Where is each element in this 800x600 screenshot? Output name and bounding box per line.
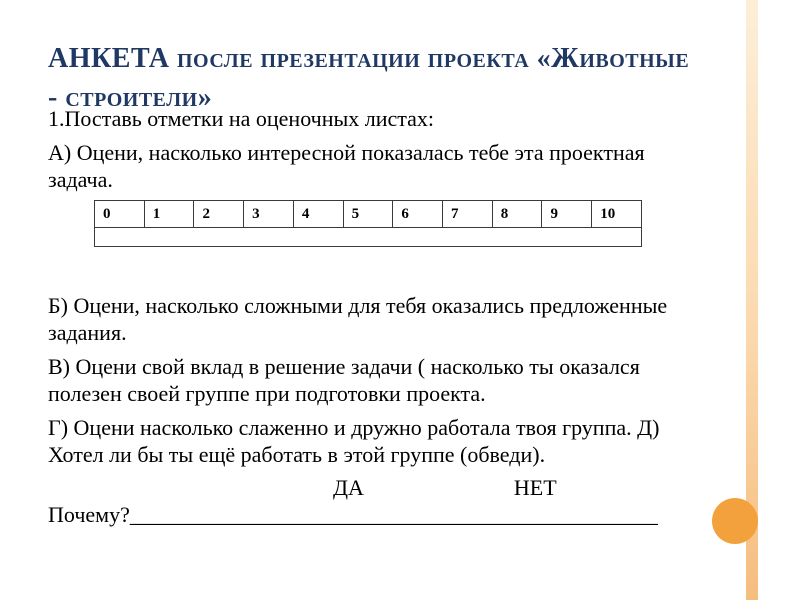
slide-body bbox=[48, 106, 708, 536]
paragraph-question-b: Б) Оцени, насколько сложными для тебя оказались предложенные задания. bbox=[48, 293, 668, 346]
paragraph-question-v: В) Оцени свой вклад в решение задачи ( насколько ты оказался полезен своей группе при подготовки проекта. bbox=[48, 354, 640, 406]
scale-cell: 2 bbox=[194, 201, 244, 228]
yes-no-row bbox=[48, 475, 708, 502]
paragraph-question-g-d: Г) Оцени насколько слаженно и дружно работала твоя группа. Д) Хотел ли бы ты ещё работать в этой группе (обведи). bbox=[48, 414, 660, 467]
paragraph-instruction: 1.Поставь отметки на оценочных листах: bbox=[48, 106, 435, 131]
scale-cell: 0 bbox=[95, 201, 145, 228]
scale-cell: 5 bbox=[343, 201, 393, 228]
slide-title-lead: АНКЕТА bbox=[48, 42, 170, 74]
scale-cell: 3 bbox=[244, 201, 294, 228]
why-line bbox=[48, 502, 708, 529]
scale-cell: 9 bbox=[542, 201, 592, 228]
why-blank-line: ________________________________________________ bbox=[129, 502, 658, 528]
scale-cell: 8 bbox=[492, 201, 542, 228]
yes-option: ДА bbox=[333, 475, 364, 501]
scale-cell: 6 bbox=[393, 201, 443, 228]
scale-cell: 4 bbox=[293, 201, 343, 228]
slide-title-rest: после презентации проекта «Животные - строители» bbox=[48, 42, 690, 113]
scale-cell: 1 bbox=[144, 201, 194, 228]
paragraph-question-a: А) Оцени, насколько интересной показалась тебе эта проектная задача. bbox=[48, 139, 645, 192]
rating-scale bbox=[94, 200, 642, 247]
decorative-circle bbox=[712, 498, 758, 544]
scale-values-row bbox=[95, 201, 642, 228]
scale-cell: 7 bbox=[443, 201, 493, 228]
why-label: Почему? bbox=[48, 502, 130, 528]
no-option: НЕТ bbox=[513, 475, 557, 501]
scale-answer-cell bbox=[95, 228, 642, 247]
scale-cell: 10 bbox=[592, 201, 642, 228]
rating-scale-table bbox=[94, 200, 642, 247]
scale-answer-row bbox=[95, 228, 642, 247]
